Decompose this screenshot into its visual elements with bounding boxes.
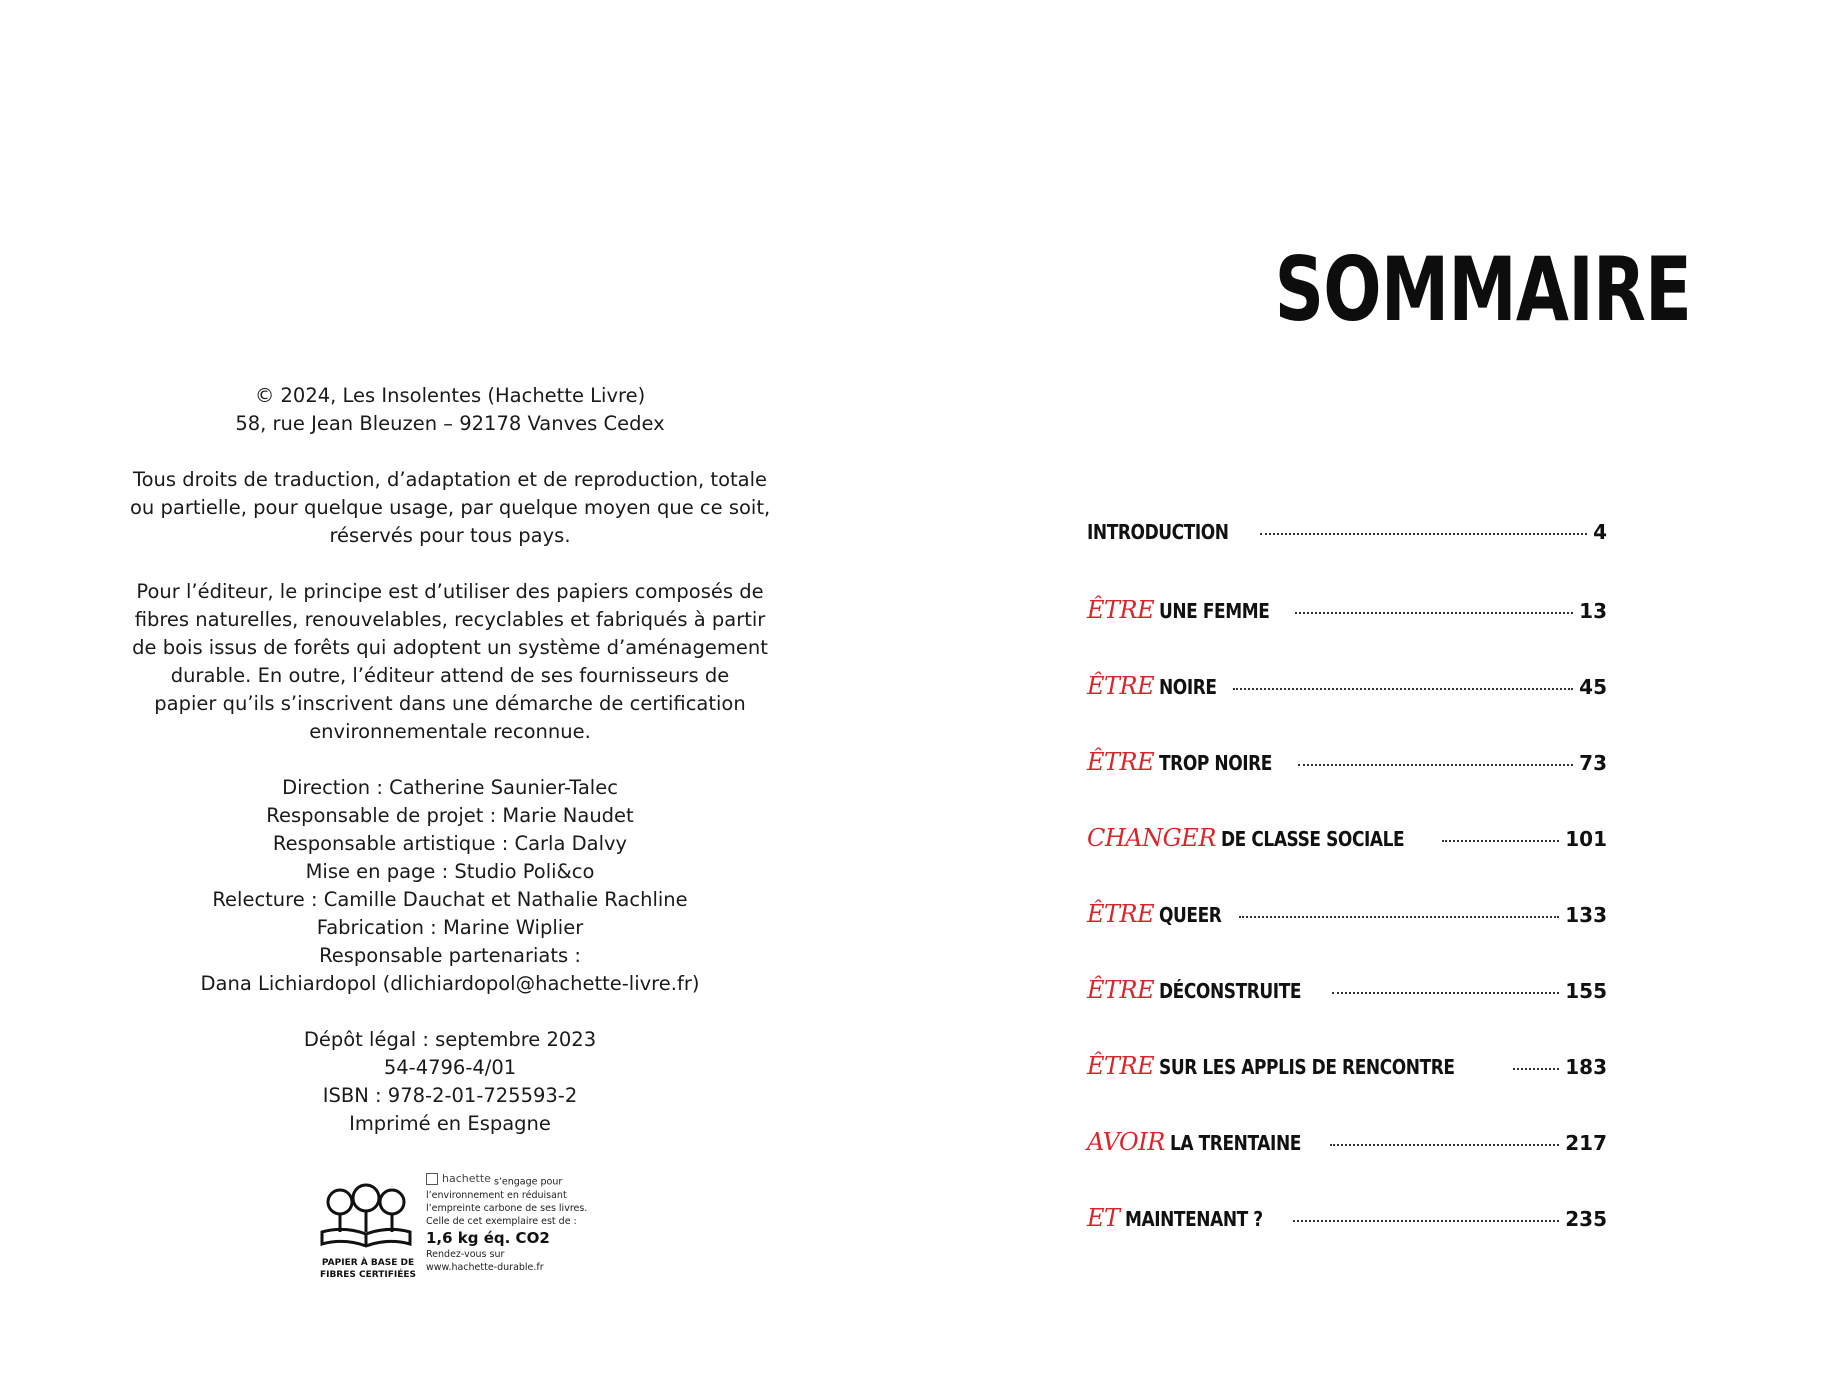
colophon-line: environnementale reconnue. xyxy=(309,720,591,743)
toc-entry-label: TROP NOIRE xyxy=(1159,751,1273,775)
toc-entry-page: 45 xyxy=(1579,675,1607,699)
toc-entry-label: NOIRE xyxy=(1159,675,1217,699)
toc-title: SOMMAIRE xyxy=(1274,238,1692,341)
toc-entry-label: INTRODUCTION xyxy=(1087,520,1229,544)
dot-leader xyxy=(1295,612,1573,614)
toc-entry-verb: ÊTRE xyxy=(1087,1052,1155,1080)
toc-entry[interactable] xyxy=(1087,1128,1607,1164)
toc-entry[interactable] xyxy=(1087,976,1607,1012)
toc-entry-label: UNE FEMME xyxy=(1159,599,1270,623)
colophon xyxy=(130,382,770,1138)
toc-entry-verb: ÊTRE xyxy=(1087,976,1155,1004)
toc-entry[interactable] xyxy=(1087,824,1607,860)
dot-leader xyxy=(1233,688,1573,690)
colophon-line: Fabrication : Marine Wiplier xyxy=(316,916,584,939)
eco-text-line: Celle de cet exemplaire est de : xyxy=(426,1215,577,1227)
toc-entry[interactable] xyxy=(1087,672,1607,708)
colophon-line: Pour l’éditeur, le principe est d’utiliser des papiers composés de xyxy=(136,580,764,603)
paragraph-gap xyxy=(130,438,770,466)
toc-entry-label: LA TRENTAINE xyxy=(1169,1131,1301,1155)
eco-text xyxy=(426,1172,606,1274)
eco-text-line: l’environnement en réduisant xyxy=(426,1189,567,1201)
dot-leader xyxy=(1330,1144,1559,1146)
eco-logo-caption xyxy=(318,1257,418,1281)
toc-entry[interactable] xyxy=(1087,1052,1607,1088)
toc-entry-page: 235 xyxy=(1565,1207,1607,1231)
toc-entry[interactable] xyxy=(1087,900,1607,936)
toc-entry[interactable] xyxy=(1087,596,1607,632)
toc-entry-page: 155 xyxy=(1565,979,1607,1003)
eco-text-line: Rendez-vous sur xyxy=(426,1248,505,1260)
toc-entry-verb: CHANGER xyxy=(1087,824,1216,852)
toc-entry[interactable] xyxy=(1087,520,1607,556)
toc-entry-label: QUEER xyxy=(1159,903,1222,927)
hachette-logo-icon xyxy=(426,1173,438,1185)
colophon-line: Dépôt légal : septembre 2023 xyxy=(303,1028,597,1051)
paragraph-gap xyxy=(130,550,770,578)
dot-leader xyxy=(1260,533,1588,535)
toc-entry[interactable] xyxy=(1087,1204,1607,1240)
colophon-line: de bois issus de forêts qui adoptent un système d’aménagement xyxy=(132,636,768,659)
toc-entry-label: MAINTENANT ? xyxy=(1124,1207,1263,1231)
toc-entry-page: 217 xyxy=(1565,1131,1607,1155)
toc-entry-verb: ÊTRE xyxy=(1087,748,1155,776)
toc-entry-verb: ÊTRE xyxy=(1087,672,1155,700)
colophon-line: 54-4796-4/01 xyxy=(383,1056,517,1079)
toc-entry-label: DE CLASSE SOCIALE xyxy=(1220,827,1405,851)
colophon-line: Direction : Catherine Saunier-Talec xyxy=(282,776,618,799)
toc-entry-page: 101 xyxy=(1565,827,1607,851)
dot-leader xyxy=(1239,916,1560,918)
eco-url: www.hachette-durable.fr xyxy=(426,1261,544,1273)
toc-entry-page: 133 xyxy=(1565,903,1607,927)
paragraph-gap xyxy=(130,746,770,774)
toc-entry-verb: ÊTRE xyxy=(1087,596,1155,624)
dot-leader xyxy=(1293,1220,1560,1222)
colophon-line: fibres naturelles, renouvelables, recyclables et fabriqués à partir xyxy=(134,608,766,631)
dot-leader xyxy=(1332,992,1559,994)
toc-entry-verb: AVOIR xyxy=(1087,1128,1165,1156)
colophon-line: © 2024, Les Insolentes (Hachette Livre) xyxy=(254,384,646,407)
dot-leader xyxy=(1513,1068,1559,1070)
colophon-line: ou partielle, pour quelque usage, par quelque moyen que ce soit, xyxy=(130,496,771,519)
trees-book-icon xyxy=(318,1182,414,1252)
left-page xyxy=(0,0,900,1400)
colophon-line: durable. En outre, l’éditeur attend de ses fournisseurs de xyxy=(170,664,730,687)
paragraph-gap xyxy=(130,998,770,1026)
eco-caption-line: PAPIER À BASE DE xyxy=(321,1258,415,1268)
colophon-line: Tous droits de traduction, d’adaptation et de reproduction, totale xyxy=(132,468,768,491)
colophon-line: papier qu’ils s’inscrivent dans une démarche de certification xyxy=(154,692,746,715)
colophon-line: réservés pour tous pays. xyxy=(329,524,571,547)
colophon-line: ISBN : 978-2-01-725593-2 xyxy=(322,1084,578,1107)
colophon-line: Responsable de projet : Marie Naudet xyxy=(266,804,634,827)
right-page xyxy=(900,0,1826,1400)
hachette-brand xyxy=(426,1172,491,1185)
brand-name: hachette xyxy=(442,1172,491,1185)
eco-text-line: l’empreinte carbone de ses livres. xyxy=(426,1202,588,1214)
eco-text-line: s’engage pour xyxy=(493,1176,563,1188)
carbon-value: 1,6 kg éq. CO2 xyxy=(426,1228,550,1247)
toc-entry-label: DÉCONSTRUITE xyxy=(1159,979,1302,1003)
toc-entry[interactable] xyxy=(1087,748,1607,784)
toc-entry-page: 183 xyxy=(1565,1055,1607,1079)
colophon-line: Responsable artistique : Carla Dalvy xyxy=(272,832,628,855)
toc-entry-label: SUR LES APPLIS DE RENCONTRE xyxy=(1159,1055,1455,1079)
toc-entry-page: 4 xyxy=(1593,520,1607,544)
colophon-line: Imprimé en Espagne xyxy=(349,1112,551,1135)
eco-caption-line: FIBRES CERTIFIÉES xyxy=(319,1270,417,1280)
toc-entry-page: 73 xyxy=(1579,751,1607,775)
toc-entry-verb: ET xyxy=(1087,1204,1120,1232)
colophon-line: Responsable partenariats : xyxy=(319,944,581,967)
colophon-line: Relecture : Camille Dauchat et Nathalie Rachline xyxy=(212,888,688,911)
colophon-line: 58, rue Jean Bleuzen – 92178 Vanves Cedex xyxy=(235,412,665,435)
colophon-line: Dana Lichiardopol (dlichiardopol@hachette-livre.fr) xyxy=(200,972,700,995)
dot-leader xyxy=(1298,764,1573,766)
toc-entry-page: 13 xyxy=(1579,599,1607,623)
colophon-line: Mise en page : Studio Poli&co xyxy=(305,860,595,883)
eco-badge xyxy=(318,1172,598,1282)
dot-leader xyxy=(1442,840,1559,842)
toc-entry-verb: ÊTRE xyxy=(1087,900,1155,928)
